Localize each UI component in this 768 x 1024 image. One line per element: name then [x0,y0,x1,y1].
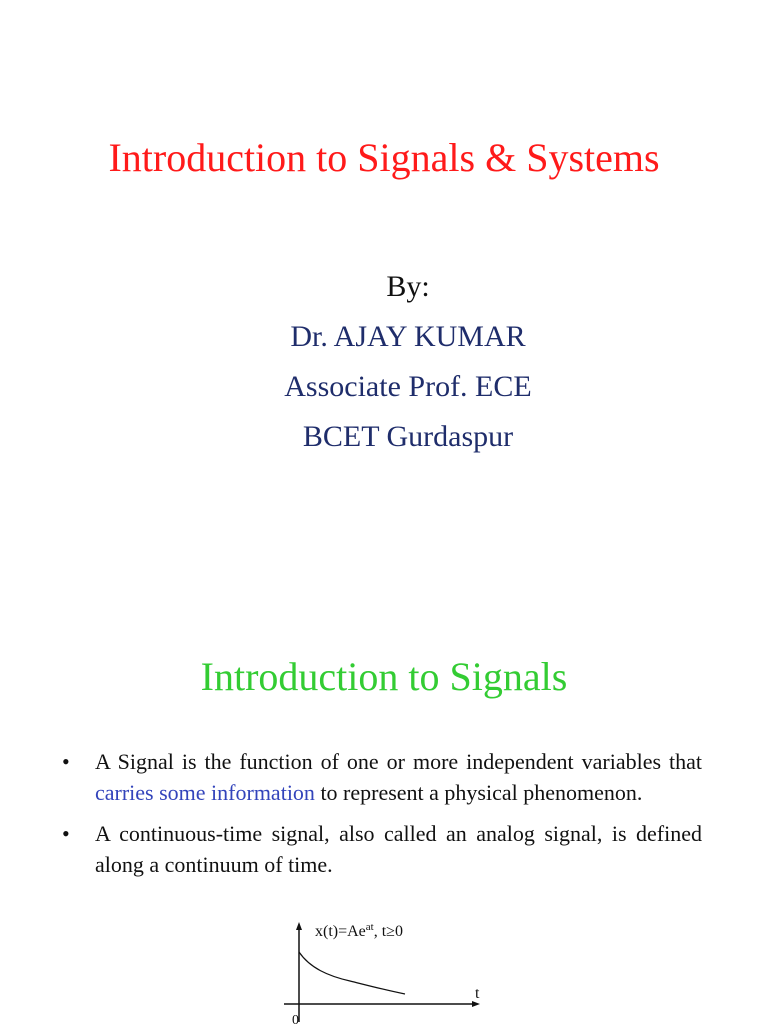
highlighted-phrase: carries some information [95,780,315,805]
signal-plot [270,918,510,1024]
bullet-item-continuous-time [62,818,702,880]
by-label: By: [386,270,430,303]
bullet-text: to represent a physical phenomenon. [314,780,643,805]
bullet-text: A Signal is the function of one or more independent variables that [95,749,702,774]
bullet-icon: • [62,821,70,846]
signal-curve [299,952,405,994]
intro-signals-slide [0,600,768,1024]
author-name: Dr. AJAY KUMAR [290,320,526,353]
bullet-icon: • [62,749,70,774]
y-axis-arrow-icon [296,922,302,930]
author-block [0,262,768,462]
origin-label: 0 [292,1013,299,1024]
x-axis-label: t [475,985,480,1002]
bullet-item-signal-definition [62,746,702,808]
section-title: Introduction to Signals [200,654,568,699]
main-title: Introduction to Signals & Systems [108,135,660,180]
equation-label: $x(t)=Ae^{at}$, t≥0 [315,921,403,940]
bullet-text: A continuous-time signal, also called an analog signal, is defined along a continuum of time. [95,821,702,877]
author-institute: BCET Gurdaspur [302,420,514,453]
author-designation: Associate Prof. ECE [284,370,532,403]
bullet-list [62,746,702,890]
